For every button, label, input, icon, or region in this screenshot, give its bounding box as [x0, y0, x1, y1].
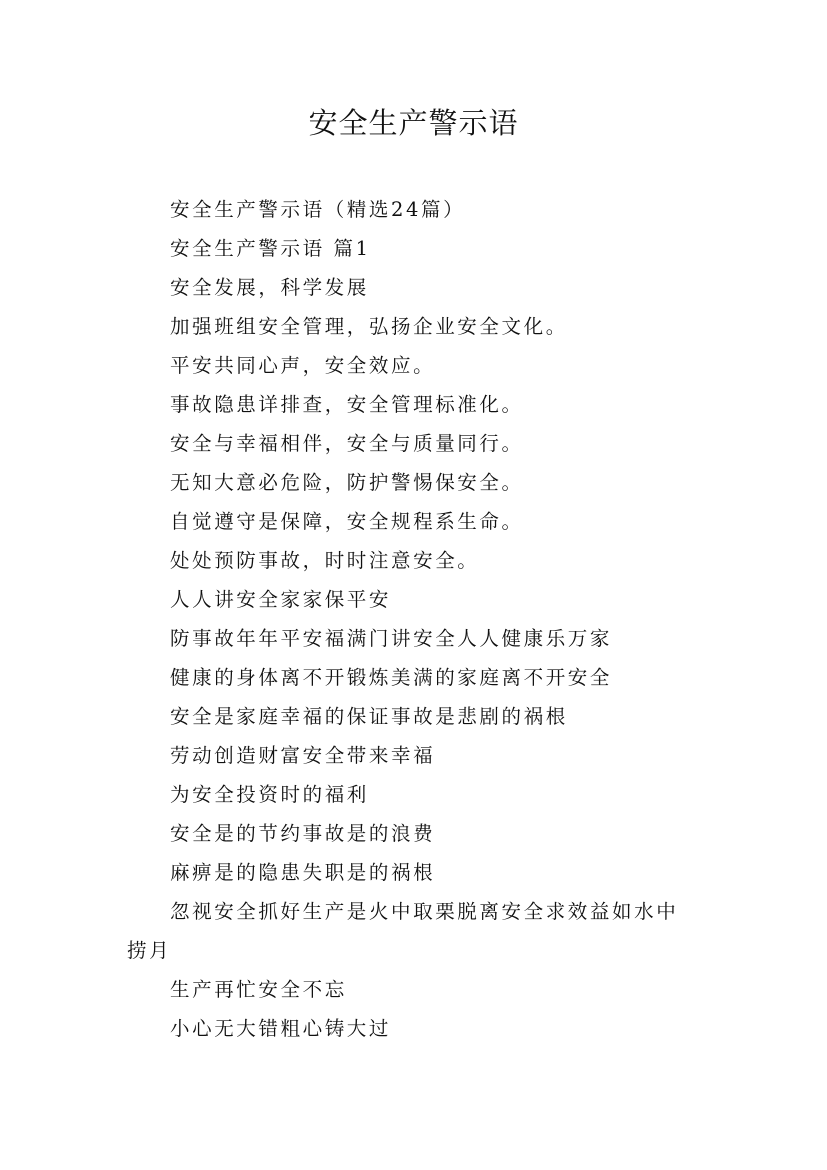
- text-line: 加强班组安全管理，弘扬企业安全文化。: [170, 315, 568, 338]
- text-line: 安全生产警示语（精选24篇）: [170, 198, 466, 221]
- text-line: 麻痹是的隐患失职是的祸根: [170, 861, 436, 884]
- document-body: [127, 190, 717, 1048]
- text-line: 为安全投资时的福利: [170, 783, 369, 806]
- text-line: 无知大意必危险，防护警惕保安全。: [170, 471, 524, 494]
- text-line: 平安共同心声，安全效应。: [170, 354, 436, 377]
- text-line: 安全是家庭幸福的保证事故是悲剧的祸根: [170, 705, 568, 728]
- text-line: 自觉遵守是保障，安全规程系生命。: [170, 510, 524, 533]
- text-line: 安全发展，科学发展: [170, 276, 369, 299]
- text-line: 事故隐患详排查，安全管理标准化。: [170, 393, 524, 416]
- text-line: 小心无大错粗心铸大过: [170, 1017, 392, 1040]
- text-line: 人人讲安全家家保平安: [170, 588, 392, 611]
- text-line: 安全是的节约事故是的浪费: [170, 822, 436, 845]
- text-line: 安全生产警示语 篇1: [170, 237, 371, 260]
- text-line: 健康的身体离不开锻炼美满的家庭离不开安全: [170, 666, 613, 689]
- text-line: 安全与幸福相伴，安全与质量同行。: [170, 432, 524, 455]
- text-line: 处处预防事故，时时注意安全。: [170, 549, 480, 572]
- text-line: 忽视安全抓好生产是火中取栗脱离安全求效益如水中: [170, 900, 679, 923]
- text-line: 劳动创造财富安全带来幸福: [170, 744, 436, 767]
- page-title: 安全生产警示语: [308, 106, 519, 140]
- text-line-continuation: 捞月: [127, 939, 172, 962]
- text-line: 防事故年年平安福满门讲安全人人健康乐万家: [170, 627, 613, 650]
- text-line: 生产再忙安全不忘: [170, 978, 347, 1001]
